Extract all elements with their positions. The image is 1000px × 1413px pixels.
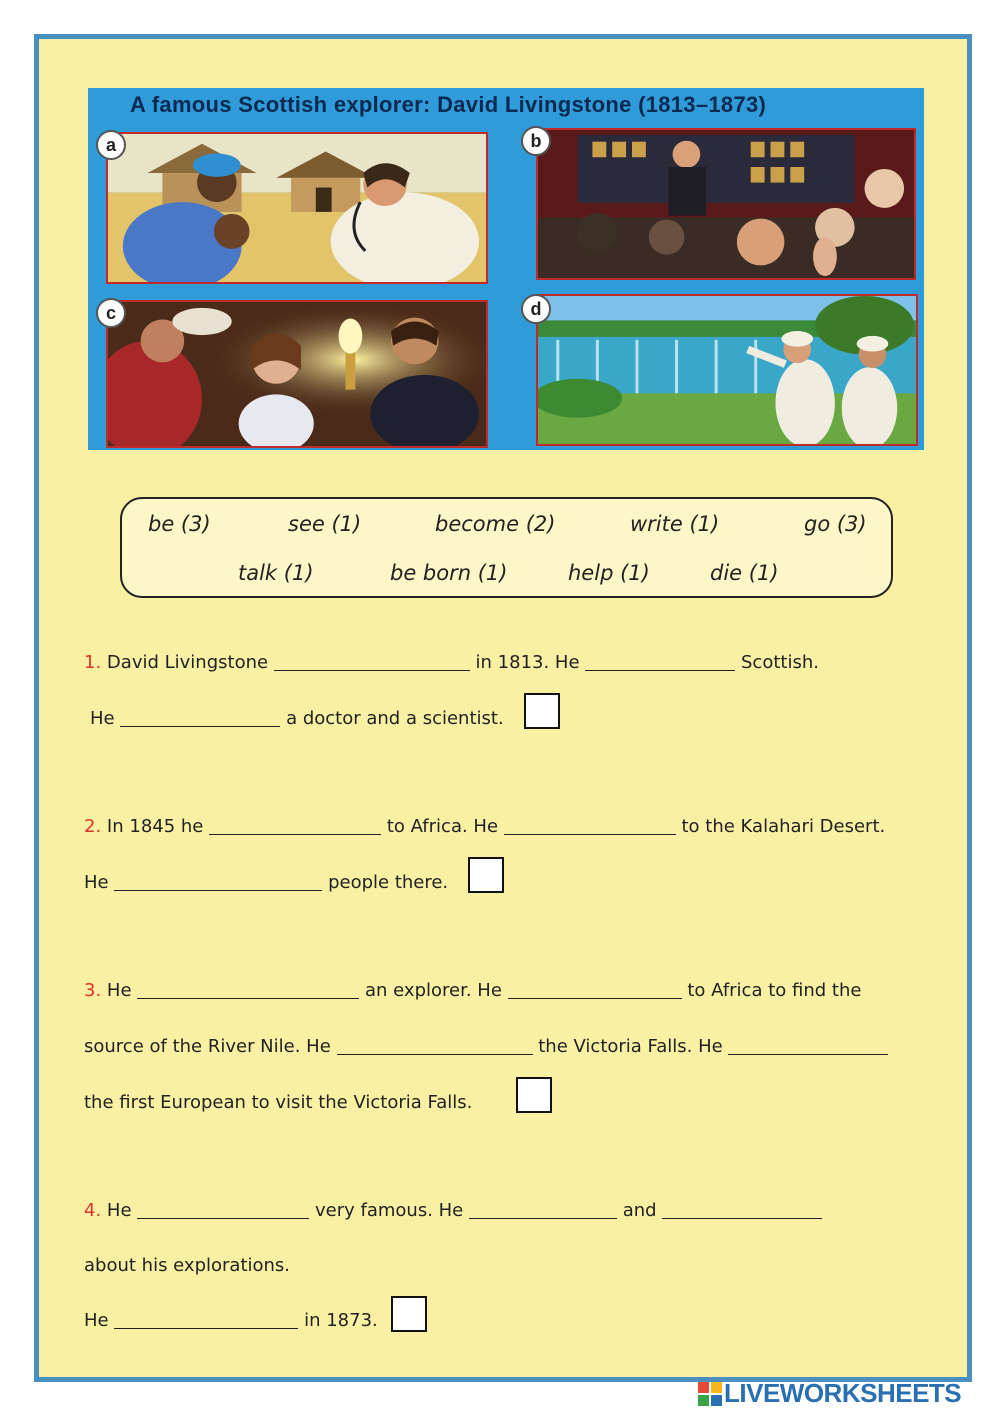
answer-blank[interactable] [114,872,322,891]
question-4-line-2 [84,1255,290,1276]
victoria-falls-illustration [538,296,916,444]
lecture-hall-illustration [538,130,914,278]
picture-letter-box-2[interactable] [468,857,504,893]
answer-blank[interactable] [274,652,470,671]
banner-title: A famous Scottish explorer: David Livingstone (1813–1873) [130,92,767,117]
picture-letter-box-3[interactable] [516,1077,552,1113]
logo-text: LIVEWORKSHEETS [724,1378,962,1408]
word-bank-item: help (1) [568,561,650,585]
picture-letter-box-1[interactable] [524,693,560,729]
lamp-doctor-illustration [108,302,486,446]
sentence-text: He [106,980,132,1001]
picture-panel-a [106,132,488,284]
word-bank-item: go (3) [804,512,867,536]
word-bank-item: be born (1) [390,561,508,585]
answer-blank[interactable] [120,708,280,727]
sentence-text: He [106,1200,132,1221]
question-number: 2. [84,816,102,837]
question-3-line-1 [84,980,861,1001]
sentence-text: to the Kalahari Desert. [681,816,886,837]
question-2-line-2 [84,872,448,893]
sentence-text: Scottish. [741,652,819,673]
word-bank-item: see (1) [288,512,362,536]
sentence-text: He [90,708,115,729]
word-bank-item: become (2) [435,512,556,536]
sentence-text: very famous. He [315,1200,464,1221]
answer-blank[interactable] [137,980,359,999]
sentence-text: a doctor and a scientist. [286,708,504,729]
picture-panel-b [536,128,916,280]
answer-blank[interactable] [137,1200,309,1219]
sentence-text: to Africa to find the [687,980,862,1001]
answer-blank[interactable] [662,1200,822,1219]
liveworksheets-logo[interactable] [698,1378,961,1408]
word-bank [120,497,893,598]
word-bank-item: die (1) [710,561,779,585]
answer-blank[interactable] [114,1310,298,1329]
sentence-text: to Africa. He [386,816,499,837]
question-1-line-2 [90,708,504,729]
sentence-text: the Victoria Falls. He [538,1036,723,1057]
sentence-text: in 1813. He [475,652,580,673]
word-bank-item: be (3) [148,512,211,536]
answer-blank[interactable] [508,980,682,999]
village-doctor-illustration [108,134,486,282]
word-bank-item: write (1) [630,512,720,536]
question-3-line-2 [84,1036,888,1057]
question-4-line-1 [84,1200,822,1221]
picture-panel-d [536,294,918,446]
liveworksheets-logo-icon [698,1382,722,1406]
question-number: 1. [84,652,102,673]
answer-blank[interactable] [728,1036,888,1055]
panel-label-a: a [96,130,126,160]
question-number: 4. [84,1200,102,1221]
answer-blank[interactable] [337,1036,533,1055]
answer-blank[interactable] [209,816,381,835]
panel-label-d: d [521,294,551,324]
sentence-text: an explorer. He [365,980,502,1001]
sentence-text: He [84,1310,109,1331]
sentence-text: David Livingstone [106,652,269,673]
question-4-line-3 [84,1310,378,1331]
question-2-line-1 [84,816,885,837]
question-number: 3. [84,980,102,1001]
answer-blank[interactable] [585,652,735,671]
picture-panel-c [106,300,488,448]
panel-label-c: c [96,298,126,328]
answer-blank[interactable] [504,816,676,835]
question-3-line-3 [84,1092,472,1113]
word-bank-item: talk (1) [238,561,314,585]
sentence-text: He [84,872,109,893]
picture-banner [88,88,924,450]
sentence-text: In 1845 he [106,816,204,837]
sentence-text: people there. [328,872,449,893]
question-1-line-1 [84,652,819,673]
sentence-text: in 1873. [304,1310,378,1331]
picture-letter-box-4[interactable] [391,1296,427,1332]
sentence-text: source of the River Nile. He [84,1036,331,1057]
sentence-text: and [622,1200,657,1221]
answer-blank[interactable] [469,1200,617,1219]
sentence-text: about his explorations. [84,1255,291,1276]
panel-label-b: b [521,126,551,156]
sentence-text: the first European to visit the Victoria Falls. [84,1092,473,1113]
